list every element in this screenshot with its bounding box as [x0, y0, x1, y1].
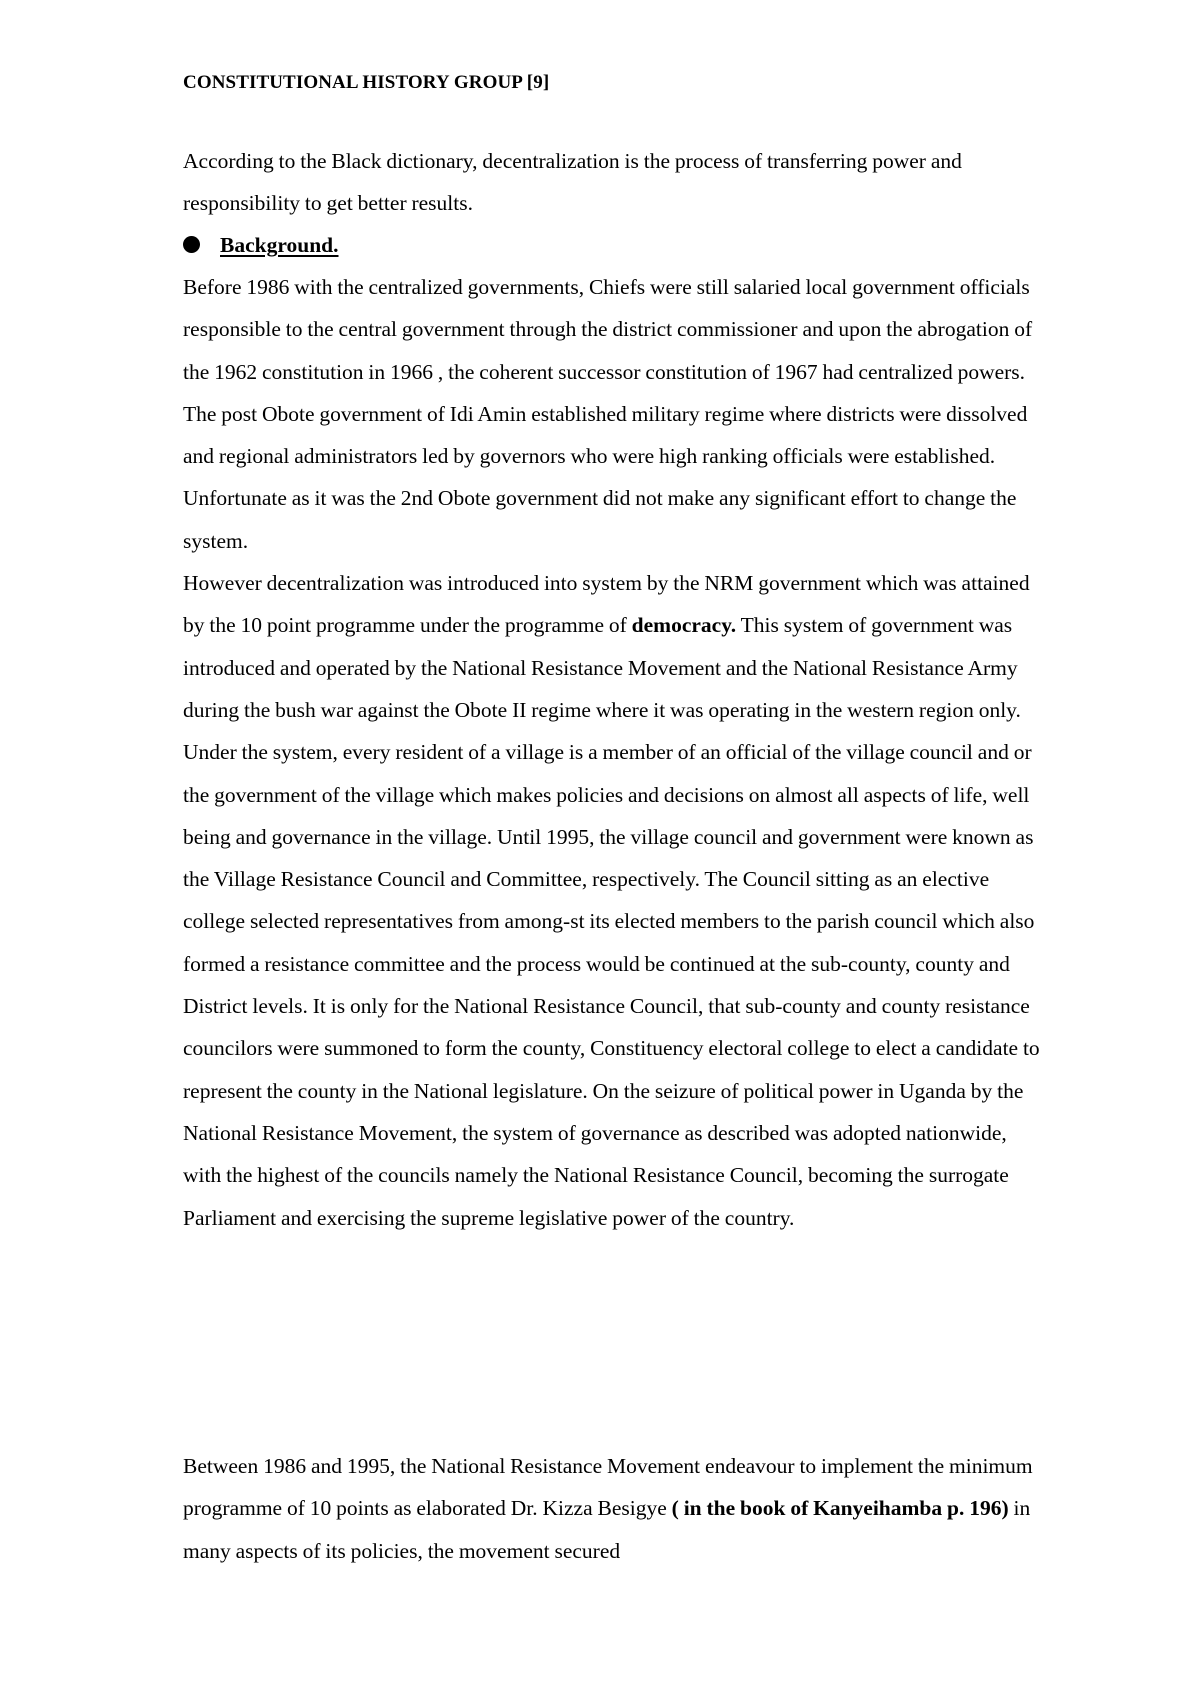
nrm-paragraph-bold: democracy. [631, 613, 737, 638]
bullet-icon [183, 236, 200, 253]
nrm-paragraph-rest: This system of government was introduced and operated by the National Resistance Movement and the National Resistance Army during the bush war against the Obote II regime where it was operating in the western region only. Under the system, every resident of a village is a member of an official of the village council and or the government of the village which makes policies and decisions on almost all aspects of life, well being and governance in the village. Until 1995, the village council and government were known as the Village Resistance Council and Committee, respectively. The Council sitting as an elective college selected representatives from among-st its elected members to the parish council which also formed a resistance committee and the process would be continued at the sub-county, county and District levels. It is only for the National Resistance Council, that sub-county and county resistance councilors were summoned to form the county, Constituency electoral college to elect a candidate to represent the county in the National legislature. On the seizure of political power in Uganda by the National Resistance Movement, the system of governance as described was adopted nationwide, with the highest of the councils namely the National Resistance Council, becoming the surrogate Parliament and exercising the supreme legislative power of the country. [183, 613, 1040, 1230]
background-section [183, 266, 1043, 1239]
final-paragraph-citation: ( in the book of Kanyeihamba p. 196) [671, 1496, 1009, 1521]
section-heading-row [183, 224, 339, 266]
final-paragraph [183, 1445, 1043, 1572]
nrm-paragraph-lead: However decentralization was introduced into system by the NRM government which was attained by the 10 point programme under the programme of [183, 571, 1030, 638]
background-paragraph: Before 1986 with the centralized governments, Chiefs were still salaried local government officials responsible to the central government through the district commissioner and upon the abrogation of the 1962 constitution in 1966 , the coherent successor constitution of 1967 had centralized powers. The post Obote government of Idi Amin established military regime where districts were dissolved and regional administrators led by governors who were high ranking officials were established. Unfortunate as it was the 2nd Obote government did not make any significant effort to change the system. [183, 275, 1033, 553]
section-heading: Background. [220, 233, 339, 257]
final-paragraph-lead: Between 1986 and 1995, the National Resistance Movement endeavour to implement the minimum programme of 10 points as elaborated Dr. Kizza Besigye [183, 1454, 1033, 1521]
final-paragraph-rest: in many aspects of its policies, the movement secured [183, 1496, 1031, 1563]
document-title: CONSTITUTIONAL HISTORY GROUP [9] [183, 72, 550, 93]
nrm-paragraph [183, 562, 1043, 1239]
intro-paragraph: According to the Black dictionary, decentralization is the process of transferring power and responsibility to get better results. [183, 149, 962, 216]
